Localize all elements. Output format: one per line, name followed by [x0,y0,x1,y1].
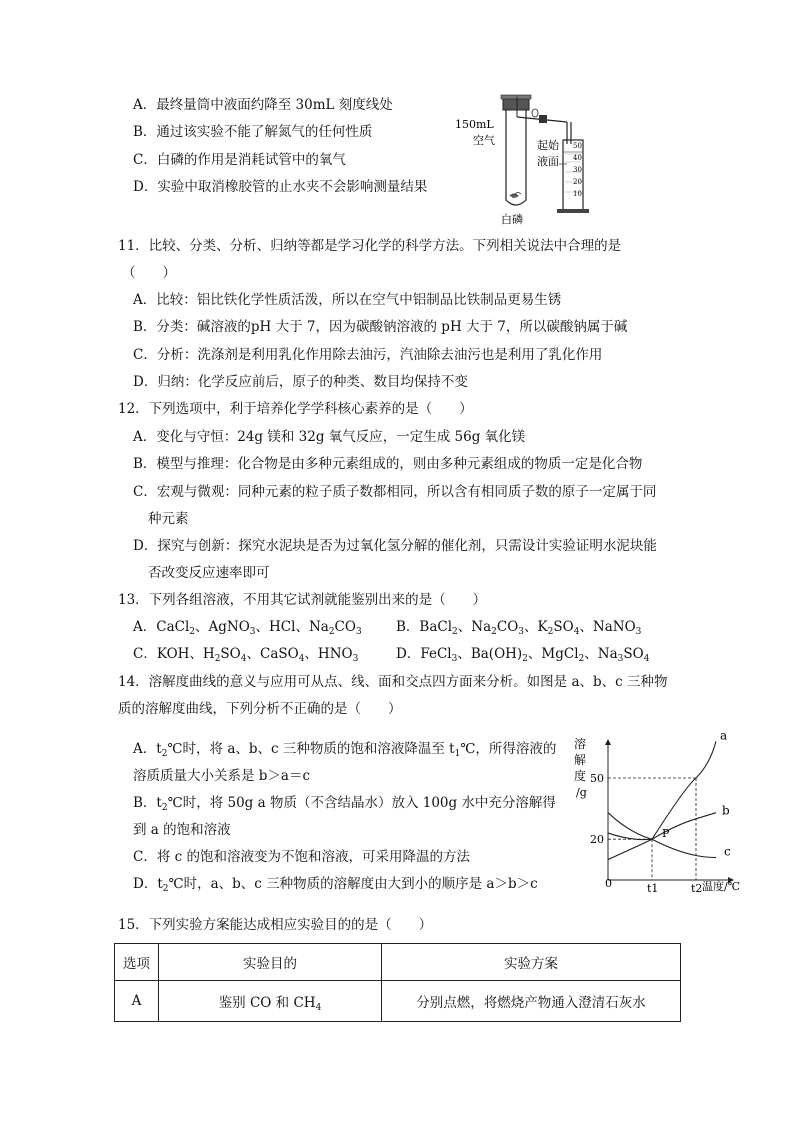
table-row [115,981,681,1022]
y-axis-label-4: /g [576,786,587,799]
q11-option-c: C．分析：洗涤剂是利用乳化作用除去油污，汽油除去油污也是利用了乳化作用 [133,347,603,363]
row-goal: 鉴别 CO 和 $CH_4$ [159,981,382,1022]
q10-option-d: D．实验中取消橡胶管的止水夹不会影响测量结果 [133,179,428,195]
q11-stem-line1: 11．比较、分类、分析、归纳等都是学习化学的科学方法。下列相关说法中合理的是 [118,238,622,254]
point-label-p: P [662,827,670,841]
q10-option-b: B．通过该实验不能了解氮气的任何性质 [133,124,373,140]
row-option: A [115,981,159,1022]
label-level: 液面 [537,155,559,168]
q13-option-c: C．KOH、$H_2SO_4$、CaSO$_4$、$HNO_3$ [133,646,359,664]
x-tick-label-t1: t1 [647,882,659,895]
test-tube [506,110,526,205]
cylinder-mark-30: 30 [573,166,582,174]
curve-a [608,741,716,859]
q14-option-b-line2: 到 a 的饱和溶液 [133,822,231,838]
q11-answer-bracket: （ ） [122,265,176,281]
q14-option-a-line2: 溶质质量大小关系是 b＞a＝c [133,768,311,784]
q12-option-a: A．变化与守恒：24g 镁和 32g 氧气反应，一定生成 56g 氧化镁 [133,429,526,445]
q12-option-c-line1: C．宏观与微观：同种元素的粒子质子数都相同，所以含有相同质子数的原子一定属于同 [133,484,657,500]
q14-option-c: C．将 c 的饱和溶液变为不饱和溶液，可采用降温的方法 [133,849,470,865]
rubber-stopper [501,95,531,110]
q14-option-a-line1: A．$t_2℃$时，将 a、b、c 三种物质的饱和溶液降温至 $t_1℃$，所得溶液的 [133,741,557,759]
curve-label-b: b [722,803,730,818]
solubility-chart [568,730,750,898]
white-phosphorus [510,193,521,198]
cylinder-mark-10: 10 [573,190,582,198]
label-white-phosphorus: 白磷 [501,213,523,226]
cylinder-mark-50: 50 [573,142,582,150]
q11-option-a: A．比较：铝比铁化学性质活泼，所以在空气中铝制品比铁制品更易生锈 [133,292,562,308]
q13-option-d: D．FeCl$_3$、$Ba(OH)_2$、MgCl$_2$、$Na_3SO_4$ [396,646,650,664]
y-axis-label-3: 度 [574,769,587,783]
q15-stem: 15．下列实验方案能达成相应实验目的的是（ ） [118,917,433,933]
q12-option-d-line1: D．探究与创新：探究水泥块是否为过氧化氢分解的催化剂，只需设计实验证明水泥块能 [133,538,657,554]
origin-label: 0 [605,877,612,890]
y-tick-label-20: 20 [590,833,604,847]
y-axis-label-1: 溶 [574,737,587,751]
q14-stem-line1: 14．溶解度曲线的意义与应用可从点、线、面和交点四方面来分析。如图是 a、b、c 三种物 [118,674,668,690]
label-air: 空气 [473,134,495,147]
y-axis-label-2: 解 [574,753,587,767]
x-tick-label-t2: t2 [691,882,703,895]
q13-stem: 13．下列各组溶液，不用其它试剂就能鉴别出来的是（ ） [118,592,487,608]
measuring-cylinder [557,140,589,213]
q11-option-b: B．分类：碱溶液的pH 大于 7，因为碳酸钠溶液的 pH 大于 7，所以碳酸钠属于碱 [133,319,628,335]
q10-option-a: A．最终量筒中液面约降至 30mL 刻度线处 [133,97,393,113]
q14-stem-line2: 质的溶解度曲线，下列分析不正确的是（ ） [118,701,402,717]
label-150ml: 150mL [455,118,494,131]
q12-stem: 12．下列选项中，利于培养化学学科核心素养的是（ ） [118,401,473,417]
label-start: 起始 [537,139,559,152]
header-plan: 实验方案 [382,944,681,981]
q12-option-c-line2: 种元素 [148,511,189,527]
q13-option-a: A．CaCl$_2$、AgNO$_3$、HCl、$Na_2CO_3$ [133,619,362,637]
q10-option-c: C．白磷的作用是消耗试管中的氧气 [133,152,346,168]
q13-option-b: B．BaCl$_2$、$Na_2CO_3$、$K_2SO_4$、NaNO$_3$ [396,619,642,637]
q14-option-b-line1: B．$t_2℃$时，将 50g a 物质（不含结晶水）放入 100g 水中充分溶解得 [133,795,556,813]
apparatus-figure [455,92,615,227]
x-axis-label: 温度/℃ [702,880,741,893]
curve-label-c: c [724,844,731,859]
water-stop-clamp [532,109,547,123]
table-header-row [115,944,681,981]
header-goal: 实验目的 [159,944,382,981]
q15-table [114,943,681,1022]
header-option: 选项 [115,944,159,981]
row-plan: 分别点燃，将燃烧产物通入澄清石灰水 [382,981,681,1022]
q12-option-b: B．模型与推理：化合物是由多种元素组成的，则由多种元素组成的物质一定是化合物 [133,456,643,472]
cylinder-mark-40: 40 [573,154,582,162]
q12-option-d-line2: 否改变反应速率即可 [148,565,270,581]
cylinder-mark-20: 20 [573,178,582,186]
curve-label-a: a [720,730,728,743]
q14-option-d: D．$t_2℃$时，a、b、c 三种物质的溶解度由大到小的顺序是 a＞b＞c [133,876,538,894]
q11-option-d: D．归纳：化学反应前后，原子的种类、数目均保持不变 [133,374,468,390]
y-tick-label-50: 50 [590,772,604,785]
